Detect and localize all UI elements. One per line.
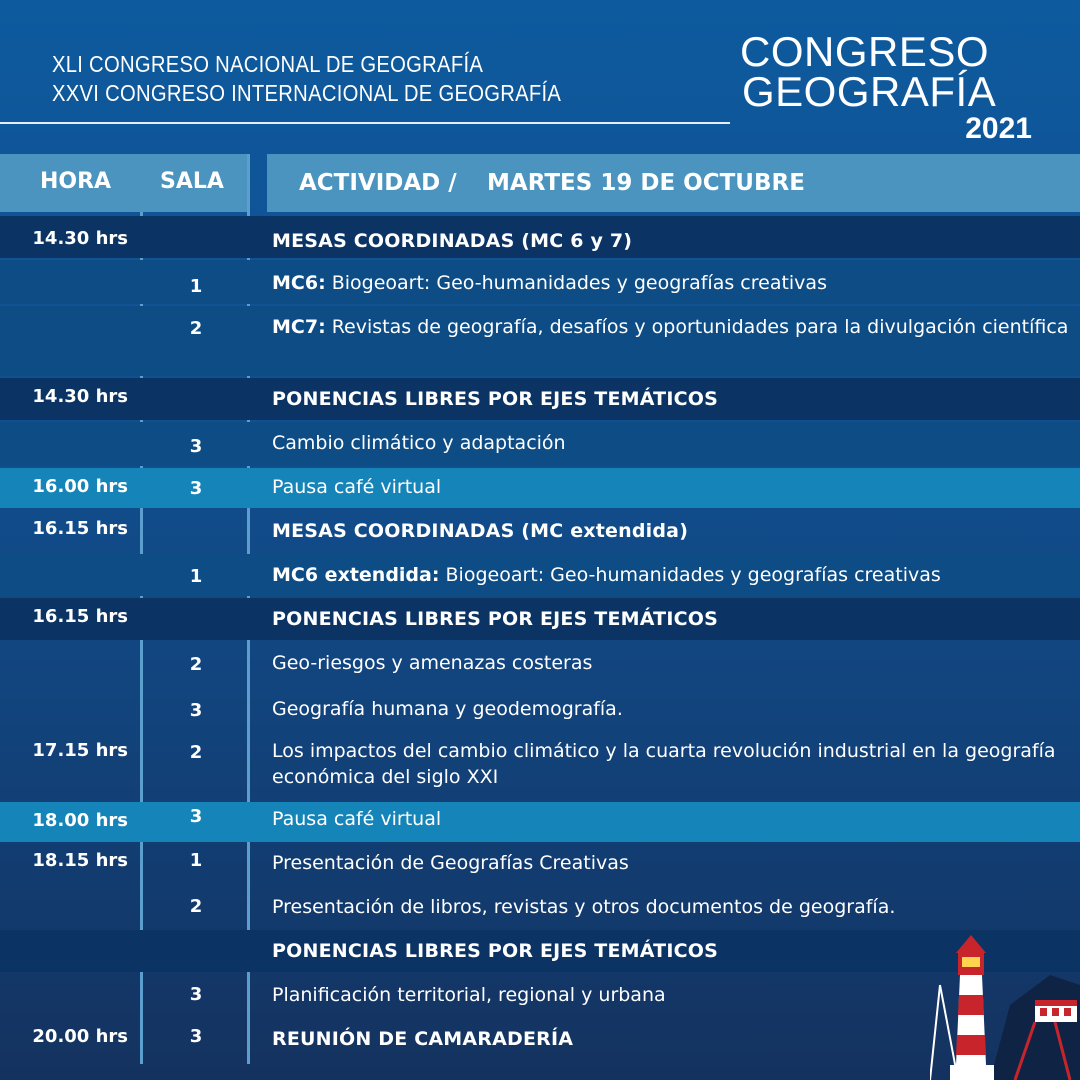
row-activity [272, 228, 1072, 254]
schedule-row [0, 642, 1080, 686]
row-activity [272, 314, 1072, 340]
activity-text: MESAS COORDINADAS (MC 6 y 7) [272, 230, 633, 252]
schedule-row [0, 732, 1080, 800]
row-activity [272, 474, 1072, 500]
header-divider [0, 122, 730, 124]
row-time: 14.30 hrs [32, 228, 128, 249]
schedule-row [0, 846, 1080, 886]
schedule-row [0, 1018, 1080, 1060]
activity-text: Los impactos del cambio climático y la cuarta revolución industrial en la geografía económica del siglo XXI [272, 740, 1056, 788]
schedule-row [0, 802, 1080, 842]
row-room: 3 [189, 478, 203, 499]
activity-code: MC6 extendida: [272, 564, 440, 586]
row-time: 20.00 hrs [32, 1026, 128, 1047]
row-activity [272, 430, 1072, 456]
row-room: 1 [189, 850, 203, 871]
row-activity [272, 650, 1072, 676]
column-date: MARTES 19 DE OCTUBRE [487, 170, 805, 196]
row-activity [272, 518, 1072, 544]
lighthouse-icon [930, 905, 1080, 1080]
schedule-row [0, 216, 1080, 258]
row-time: 16.15 hrs [32, 518, 128, 539]
schedule-row [0, 378, 1080, 420]
schedule-row [0, 888, 1080, 930]
activity-text: Geo-riesgos y amenazas costeras [272, 652, 593, 674]
logo-year: 2021 [965, 112, 1032, 145]
column-header-left [0, 154, 250, 212]
schedule-row [0, 306, 1080, 376]
row-room: 2 [189, 896, 203, 917]
row-time: 16.00 hrs [32, 476, 128, 497]
activity-text: PONENCIAS LIBRES POR EJES TEMÁTICOS [272, 388, 718, 410]
row-room: 3 [189, 700, 203, 721]
header-line-2: XXVI CONGRESO INTERNACIONAL DE GEOGRAFÍA [52, 80, 562, 106]
activity-text: Biogeoart: Geo-humanidades y geografías creativas [439, 564, 941, 586]
row-room: 3 [189, 984, 203, 1005]
row-activity [272, 696, 1072, 722]
schedule-row [0, 974, 1080, 1016]
activity-text: Pausa café virtual [272, 808, 442, 830]
schedule-row [0, 422, 1080, 466]
row-room: 2 [189, 654, 203, 675]
activity-code: MC6: [272, 272, 326, 294]
row-activity [272, 738, 1072, 790]
schedule-row [0, 260, 1080, 304]
activity-text: Planificación territorial, regional y urbana [272, 984, 666, 1006]
logo-line-2: GEOGRAFÍA [742, 68, 997, 115]
row-room: 3 [189, 806, 203, 827]
header-line-1: XLI CONGRESO NACIONAL DE GEOGRAFÍA [52, 51, 484, 77]
row-activity [272, 562, 1072, 588]
activity-text: Cambio climático y adaptación [272, 432, 566, 454]
activity-text: REUNIÓN DE CAMARADERÍA [272, 1028, 574, 1050]
activity-text: Geografía humana y geodemografía. [272, 698, 623, 720]
row-room: 1 [189, 566, 203, 587]
schedule-row [0, 554, 1080, 596]
schedule-row [0, 598, 1080, 640]
row-time: 17.15 hrs [32, 740, 128, 761]
row-activity [272, 806, 1072, 832]
row-activity [272, 850, 1072, 876]
row-activity [272, 270, 1072, 296]
row-room: 3 [189, 436, 203, 457]
schedule-row [0, 688, 1080, 730]
activity-text: PONENCIAS LIBRES POR EJES TEMÁTICOS [272, 608, 718, 630]
row-activity [272, 386, 1072, 412]
column-hora: HORA [40, 169, 112, 194]
row-time: 14.30 hrs [32, 386, 128, 407]
activity-text: Pausa café virtual [272, 476, 442, 498]
activity-text: Biogeoart: Geo-humanidades y geografías creativas [325, 272, 827, 294]
logo-line-1: CONGRESO [740, 28, 990, 75]
row-activity [272, 606, 1072, 632]
activity-text: Presentación de libros, revistas y otros documentos de geografía. [272, 896, 896, 918]
activity-text: Presentación de Geografías Creativas [272, 852, 629, 874]
activity-text: MESAS COORDINADAS (MC extendida) [272, 520, 689, 542]
row-time: 18.00 hrs [32, 810, 128, 831]
schedule-row [0, 930, 1080, 972]
congress-logo [740, 28, 1040, 148]
activity-text: PONENCIAS LIBRES POR EJES TEMÁTICOS [272, 940, 718, 962]
header-title [52, 50, 561, 108]
row-room: 3 [189, 1026, 203, 1047]
row-room: 1 [189, 276, 203, 297]
schedule-row [0, 468, 1080, 508]
row-time: 18.15 hrs [32, 850, 128, 871]
row-room: 2 [189, 742, 203, 763]
column-actividad: ACTIVIDAD / [299, 170, 457, 196]
row-time: 16.15 hrs [32, 606, 128, 627]
row-room: 2 [189, 318, 203, 339]
activity-code: MC7: [272, 316, 326, 338]
activity-text: Revistas de geografía, desafíos y oportunidades para la divulgación científica [325, 316, 1069, 338]
column-sala: SALA [160, 169, 224, 194]
column-header-right [267, 154, 1080, 212]
schedule-row [0, 510, 1080, 552]
